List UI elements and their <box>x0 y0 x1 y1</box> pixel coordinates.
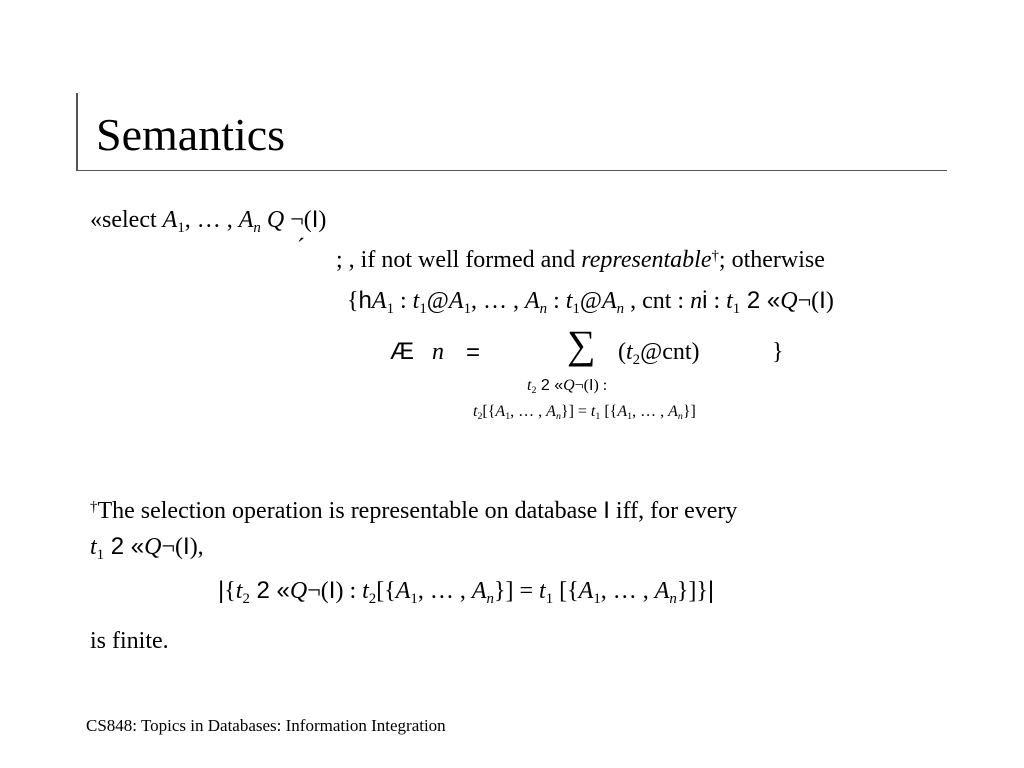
equals-sign: = <box>466 339 481 366</box>
footnote-finite: is finite. <box>90 628 169 654</box>
sum-condition-2: $t_2[\{A_1$, … , $A_n\}] = t_1$ [{$A_1$, … , $A_n$}] <box>473 403 696 423</box>
ae-symbol: Æ <box>390 338 414 365</box>
closing-brace: } <box>772 339 784 365</box>
slide-title: Semantics <box>96 109 286 160</box>
slide-footer: CS848: Topics in Databases: Information Integration <box>86 716 446 735</box>
title-horizontal-rule <box>76 170 947 171</box>
footnote-set-expression: $|\{t_2$ 2 «Q¬(I) : $t_2[\{A_1$, … , $A_n\}] = t_1$ [{$A_1$, … , $A_n\}]\}|$ <box>218 577 715 607</box>
title-vertical-rule <box>76 93 78 171</box>
definition-line-3: {$hA_1$ : $t_1@A_1$, … , $A_n$ : $t_1@A_n$ , cnt : ni : $t_1$ 2 «Q¬(I) <box>347 287 834 317</box>
definition-line-1: «select $A_1$, … , $A_n$ Q ¬(I) <box>90 206 327 236</box>
footnote-line-1: †The selection operation is representable on database I iff, for every <box>90 497 738 524</box>
accent-mark: ´ <box>297 235 305 261</box>
definition-line-2: ; , if not well formed and representable†; otherwise <box>336 247 825 273</box>
sum-condition-1: $t_2$ 2 «Q¬(I) : <box>527 377 608 397</box>
count-variable: n <box>432 339 444 365</box>
footnote-line-2: $t_1$ 2 «Q¬(I), <box>90 533 204 563</box>
sum-term: $(t_2@cnt)$ <box>618 339 700 368</box>
summation-symbol: ∑ <box>567 322 596 367</box>
